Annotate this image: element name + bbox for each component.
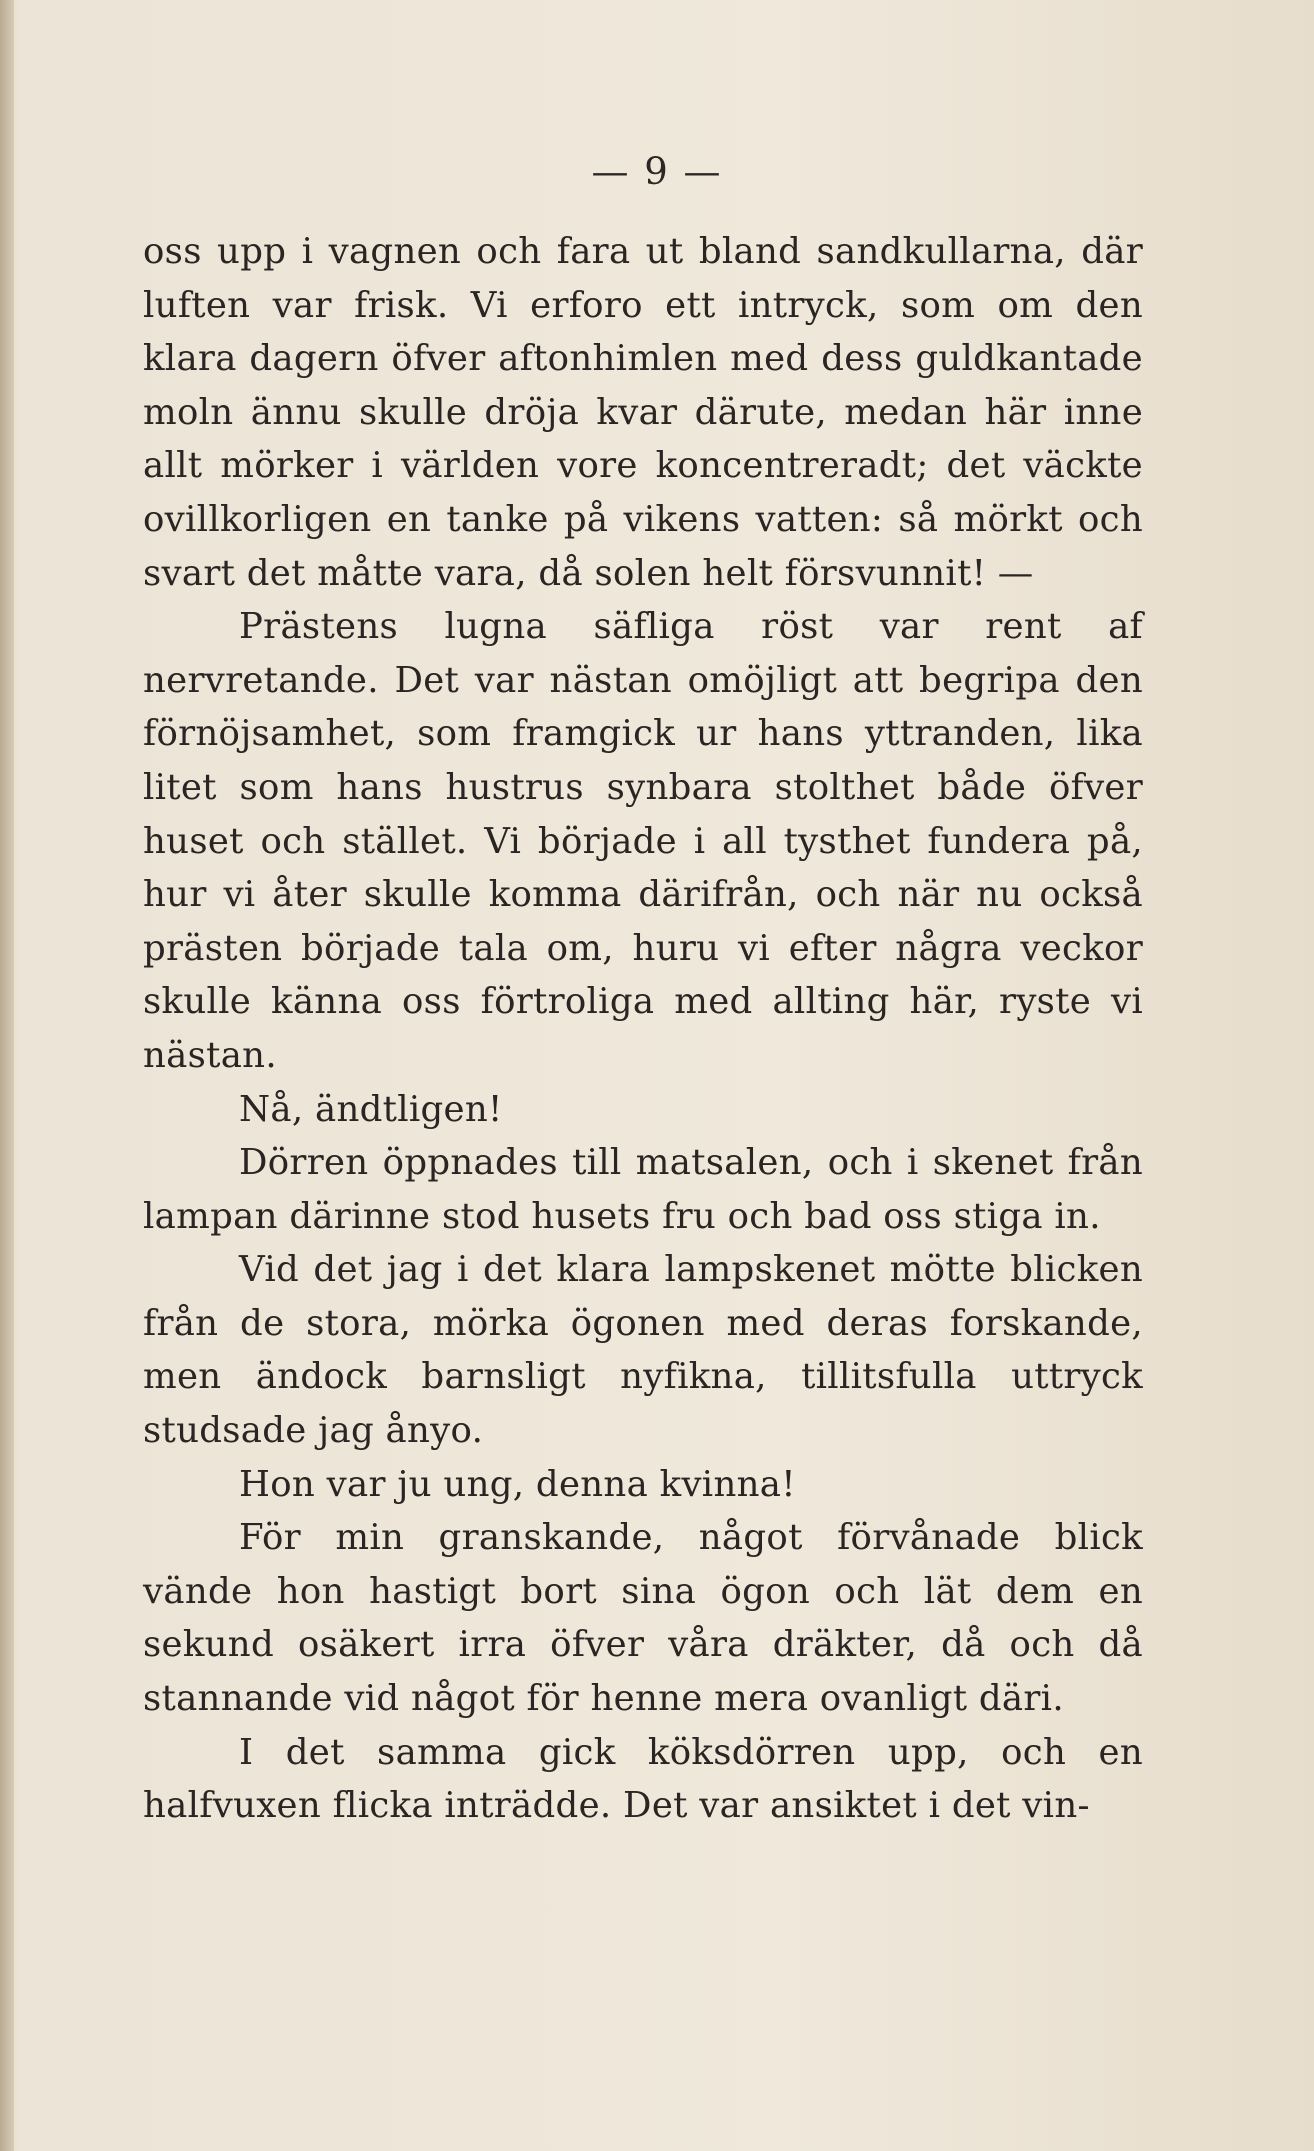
paragraph-8: I det samma gick köksdörren upp, och en halfvuxen flicka inträdde. Det var ansiktet i det vin- — [143, 1731, 1143, 1827]
paragraph-5: Vid det jag i det klara lampskenet mötte blicken från de stora, mörka ögonen med deras forskande, men ändock barnsligt nyfikna, tillitsfulla uttryck studsade jag ånyo. — [143, 1249, 1143, 1452]
paragraph-3: Nå, ändtligen! — [239, 1088, 503, 1130]
paragraph-6: Hon var ju ung, denna kvinna! — [239, 1463, 796, 1505]
page-edge — [0, 0, 14, 2151]
paragraph-1: oss upp i vagnen och fara ut bland sandkullarna, där luften var frisk. Vi erforo ett intryck, som om den klara dagern öfver aftonhimlen med dess guldkantade moln ännu skulle dröja kvar därute, medan här inne allt mörker i världen vore koncentreradt; det väckte ovillkorligen en tanke på vikens vatten: så mörkt och svart det måtte vara, då solen helt försvunnit! — — [143, 231, 1143, 594]
paragraph-7: För min granskande, något förvånade blick vände hon hastigt bort sina ögon och lät dem en sekund osäkert irra öfver våra dräkter, då och då stannande vid något för henne mera ovanligt däri. — [143, 1517, 1143, 1720]
paragraph-2: Prästens lugna säfliga röst var rent af nervretande. Det var nästan omöjligt att begripa den förnöjsamhet, som framgick ur hans yttranden, lika litet som hans hustrus synbara stolthet både öfver huset och stället. Vi började i all tysthet fundera på, hur vi åter skulle komma därifrån, och när nu också prästen började tala om, huru vi efter några veckor skulle känna oss förtroliga med allting här, ryste vi nästan. — [143, 606, 1143, 1076]
body-text — [143, 225, 1143, 1833]
page-number: — 9 — — [591, 150, 723, 193]
paragraph-4: Dörren öppnades till matsalen, och i skenet från lampan därinne stod husets fru och bad oss stiga in. — [143, 1142, 1143, 1237]
